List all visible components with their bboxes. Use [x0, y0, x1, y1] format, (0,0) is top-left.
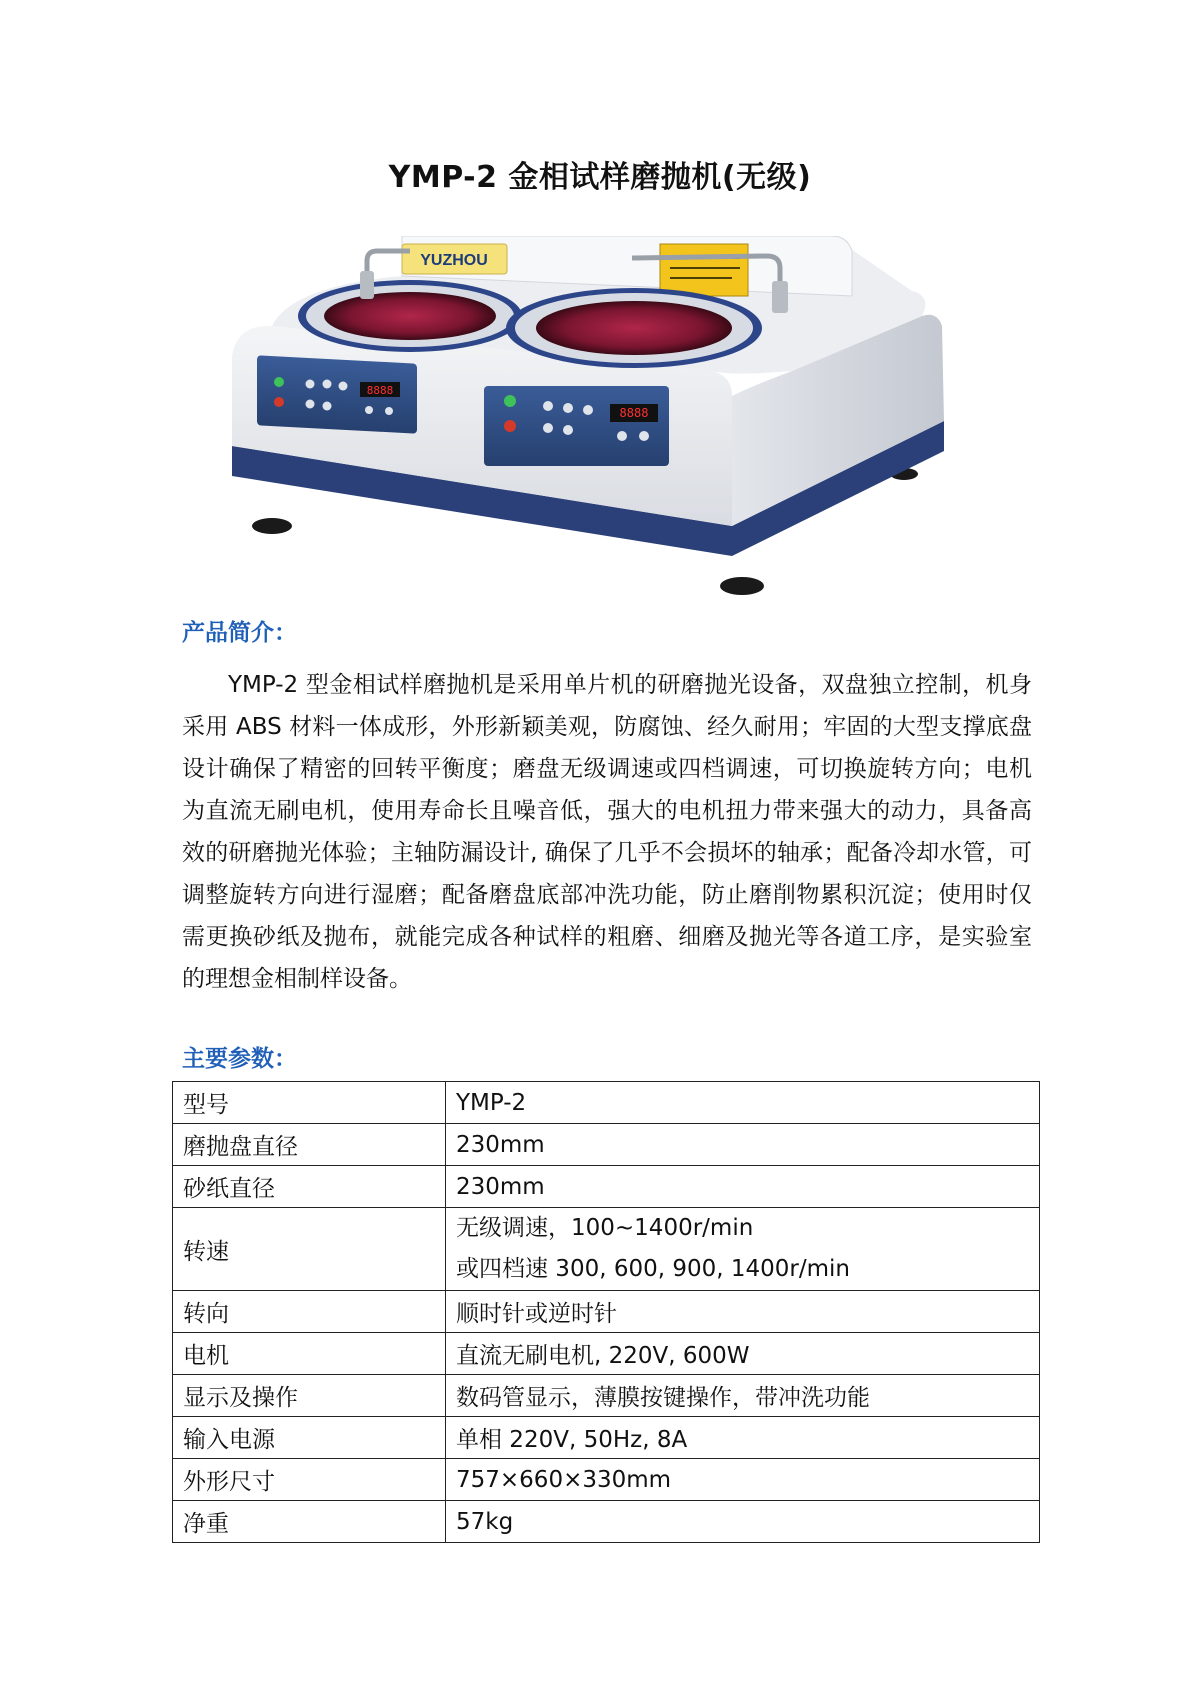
page-title: YMP-2 金相试样磨抛机(无级) [388, 160, 812, 195]
table-row [173, 1375, 1040, 1417]
warning-label [660, 244, 748, 296]
params-heading: 主要参数： [182, 1046, 297, 1072]
param-name: 输入电源 [173, 1417, 446, 1459]
param-value: 57kg [446, 1501, 1040, 1543]
param-value: 数码管显示，薄膜按键操作，带冲洗功能 [446, 1375, 1040, 1417]
param-value: YMP-2 [446, 1082, 1040, 1124]
right-control-panel [484, 386, 669, 466]
table-row [173, 1124, 1040, 1166]
foot [720, 577, 764, 595]
table-row [173, 1166, 1040, 1208]
intro-paragraph: YMP-2 型金相试样磨抛机是采用单片机的研磨抛光设备，双盘独立控制，机身采用 ABS 材料一体成形，外形新颖美观，防腐蚀、经久耐用；牢固的大型支撑底盘设计确保了精密的回转平衡度；磨盘无级调速或四档调速，可切换旋转方向；电机为直流无刷电机，使用寿命长且噪音低，强大的电机扭力带来强大的动力，具备高效的研磨抛光体验；主轴防漏设计, 确保了几乎不会损坏的轴承；配备冷却水管，可调整旋转方向进行湿磨；配备磨盘底部冲洗功能，防止磨削物累积沉淀；使用时仅需更换砂纸及抛布，就能完成各种试样的粗磨、细磨及抛光等各道工序，是实验室的理想金相制样设备。 [182, 672, 1032, 992]
param-value-line: 或四档速 300, 600, 900, 1400r/min [456, 1256, 850, 1282]
param-value: 单相 220V, 50Hz, 8A [446, 1417, 1040, 1459]
table-row [173, 1501, 1040, 1543]
param-name: 净重 [173, 1501, 446, 1543]
svg-text:8888: 8888 [366, 384, 394, 397]
right-bowl-disc [536, 301, 732, 355]
table-row [173, 1082, 1040, 1124]
param-value: 230mm [446, 1124, 1040, 1166]
param-name: 磨抛盘直径 [173, 1124, 446, 1166]
param-name: 砂纸直径 [173, 1166, 446, 1208]
table-row [173, 1459, 1040, 1501]
table-row [173, 1333, 1040, 1375]
brand-logo: YUZHOU [420, 252, 488, 269]
table-row [173, 1291, 1040, 1333]
foot [252, 518, 292, 534]
product-photo [232, 236, 944, 606]
table-row [173, 1417, 1040, 1459]
param-value-line: 无级调速，100~1400r/min [456, 1215, 754, 1241]
param-name: 转速 [173, 1208, 446, 1291]
left-control-panel [257, 355, 417, 433]
table-row [173, 1208, 1040, 1291]
param-name: 电机 [173, 1333, 446, 1375]
svg-text:8888: 8888 [619, 406, 649, 420]
param-name: 显示及操作 [173, 1375, 446, 1417]
intro-heading: 产品简介： [182, 620, 297, 646]
param-value: 顺时针或逆时针 [446, 1291, 1040, 1333]
param-value: 直流无刷电机, 220V, 600W [446, 1333, 1040, 1375]
param-value: 230mm [446, 1166, 1040, 1208]
param-name: 外形尺寸 [173, 1459, 446, 1501]
left-bowl-disc [324, 292, 496, 340]
param-name: 转向 [173, 1291, 446, 1333]
param-value: 757×660×330mm [446, 1459, 1040, 1501]
param-name: 型号 [173, 1082, 446, 1124]
param-value [446, 1208, 1040, 1291]
params-table [172, 1081, 1040, 1543]
